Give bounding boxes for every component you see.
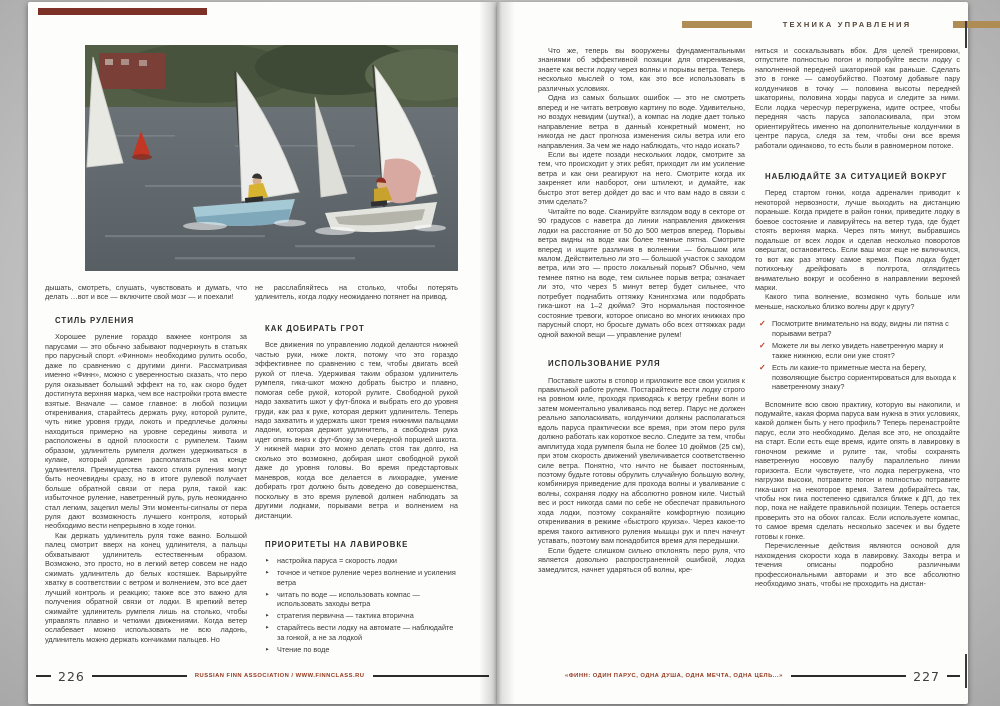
list-item (265, 645, 458, 654)
paragraph: Все движения по управлению лодкой делаются нижней частью руки, ниже локтя, потому что это гораздо эффективнее по сравнению с тем, чтобы двигать всей рукой от плеча. Удерживая таким образом удлинитель румпеля, гика-шкот можно добрать быстро и плавно, помогая себе рукой, которой рулите. Свободной рукой надо захватить шкот у фут-блока и выбрать его до уровня груди, как раз к руке, которая держит удлинитель. Теперь надо захватить и удержать шкот тремя нижними пальцами ладони, которая держит удлинитель, а свободная рука идет опять вниз к фут-блоку за очередной порцией шкота. У нижней марки это можно делать стоя так долго, на сколько это возможно, добирая шкот свободной рукой даже до уровня головы. Во время предстартовых маневров, когда все делается в лихорадке, умение добирать грот должно быть доведено до совершенства, поскольку в это время рулевой должен наблюдать за другими лодками, порывами ветра и волнением на дистанции. (255, 340, 458, 520)
paragraph: Какого типа волнение, возможно чуть больше или меньше, насколько близко волны друг к другу? (755, 292, 960, 311)
chapter-title: ТЕХНИКА УПРАВЛЕНИЯ (782, 20, 912, 29)
list-item-label: читать по воде — использовать компас — использовать заходы ветра (277, 589, 420, 609)
paragraph: Поставьте шкоты в стопор и приложите все свои усилия к правильной работе рулем. Постарайтесь вести лодку строго на ровном киле, проходя приводясь к ветру гребни волн и затем моментально уваливаясь под ветер. Парус не должен реально заполаскивать, колдунчики должны располагаться вдоль паруса практически все время, при этом перо руля должно работать как короткое весло. Следите за тем, чтобы амплитуда хода румпеля была не более 10 дюймов (25 см), при этом скорость движений увеличивается соответственно силе ветра. Понятно, что ничто не бывает постоянным, поэтому будьте готовы обрулить случайную большую волну, комбинируя приведение для прохода волны и уваливание с волны, сохраняя лодку на абсолютно ровном киле. Чистый вес и рост никогда сами по себе не обеспечат правильного хода лодки, поэтому сохраняйте комфортную позицию откренивания в режиме «быстрого круиза». Через какое-то время такого активного руления мышцы рук и плеч начнут уставать, поэтому вам понадобится время для передышки. (538, 375, 745, 546)
page-number-right: 227 (913, 668, 940, 684)
gold-accent-bar (682, 21, 752, 28)
right-page-footer (505, 668, 960, 684)
section-heading-mainsheet: КАК ДОБИРАТЬ ГРОТ (265, 323, 365, 333)
page-number-left: 226 (58, 668, 85, 684)
left-column-1 (45, 283, 247, 671)
footer-text-right: «ФИНН: ОДИН ПАРУС, ОДНА ДУША, ОДНА МЕЧТА, ОДНА ЦЕЛЬ...» (565, 673, 783, 679)
section-heading-watch-around: НАБЛЮДАЙТЕ ЗА СИТУАЦИЕЙ ВОКРУГ (765, 171, 948, 181)
section-heading-steering-style: СТИЛЬ РУЛЕНИЯ (55, 315, 135, 325)
checklist-item-label: Посмотрите внимательно на воду, видны ли пятна с порывами ветра? (772, 319, 949, 338)
section-heading-rudder-use: ИСПОЛЬЗОВАНИЕ РУЛЯ (548, 359, 661, 369)
arrow-bullet-icon: ‣ (265, 556, 270, 566)
paragraph: ниться и соскальзывать вбок. Для целей тренировки, отпустите полностью погон и попробуйте вести лодку с наполненной передней шкаториной как раньше. Сделать это в гонке — самоубийство. Поэтому добавьте пару колдунчиков в точку — половина высоты передней шкаторины, половина хорды паруса и следите за ними. Если лодка чересчур перегружена, идите острее, чтобы передняя часть паруса заполаскивала, при этом ориентируйтесь именно на дополнительные колдунчики в центре паруса, следя за тем, чтобы они все время работали одинаково, то есть были в равномерном потоке. (755, 46, 960, 150)
paragraph: Перечисленные действия являются основой для нахождения скорости хода в лавировку. Заходы ветра и течения описаны подробно различными профессиональными авторами и это все абсолютно необходимо знать, чтобы не проходить на дистан- (755, 541, 960, 589)
arrow-bullet-icon: ‣ (265, 623, 270, 633)
list-item (265, 556, 458, 565)
left-page-footer (36, 668, 489, 684)
paragraph: Читайте по воде. Сканируйте взглядом воду в секторе от 90 градусов с наветра до линии направления движения лодки на расстояние от 50 до 500 метров вперед. Порывы ветра видны на воде как более темные пятна. Смотрите вперед и ищите различия в волнении — большом или малом. Действительно ли это — большой участок с заходом ветра, или это — просто локальный порыв? Обычно, чем темнее пятно на воде, тем сильнее порыв ветра; означает ли это, что через 5 минут ветер будет сильнее, что потребует поднабить оттяжку Кэнингхэма или подобрать гика-шкот на 1–2 дюйма? Это нормальная постоянное состояние тревоги, которое описано во многих книжках про парусный спорт, но бросьте думать обо всех оттяжках ради одной важной вещи — управление рулем! (538, 206, 745, 339)
checklist-item-label: Можете ли вы легко увидеть наветренную марку и также нижнюю, если они уже стоят? (772, 341, 944, 360)
list-item (265, 568, 458, 587)
arrow-bullet-icon: ‣ (265, 611, 270, 621)
paragraph: Если будете слишком сильно отклонять перо руля, что является довольно распространенной ошибкой, лодка замедлится, начнет ударяться об волны, кре- (538, 545, 745, 574)
left-page (28, 2, 497, 704)
list-item (265, 611, 458, 620)
footer-rule (36, 675, 51, 677)
corner-mark-top (965, 21, 967, 48)
footer-text-left: RUSSIAN FINN ASSOCIATION / WWW.FINNCLASS.RU (194, 673, 365, 679)
sailing-photo-graphic (85, 45, 458, 271)
gold-accent-bar-edge (953, 21, 1000, 28)
footer-rule (92, 675, 187, 677)
list-item-label: старайтесь вести лодку на автомате — наблюдайте за гонкой, а не за лодкой (277, 623, 454, 642)
left-column-2 (255, 283, 458, 671)
paragraph: не расслабляйтесь на столько, чтобы потерять удлинитель, когда лодку неожиданно потянет на привод. (255, 283, 458, 302)
list-item-label: стратегия первична — тактика вторична (277, 611, 414, 621)
corner-mark-bottom (965, 654, 967, 688)
checkmark-icon: ✓ (759, 363, 766, 373)
pre-start-checklist (755, 319, 960, 391)
footer-rule (791, 675, 906, 677)
list-item-label: настройка паруса = скорость лодки (277, 556, 397, 566)
checkmark-icon: ✓ (759, 319, 766, 329)
section-heading-priorities: ПРИОРИТЕТЫ НА ЛАВИРОВКЕ (265, 539, 409, 549)
checklist-item (759, 363, 960, 391)
arrow-bullet-icon: ‣ (265, 589, 270, 599)
right-column-1 (538, 46, 745, 670)
footer-rule (373, 675, 490, 677)
right-column-2 (755, 46, 960, 670)
arrow-bullet-icon: ‣ (265, 644, 270, 654)
paragraph: дышать, смотреть, слушать, чувствовать и думать, что делать …вот и все — включите свой мозг — и поехали! (45, 283, 247, 302)
list-item (265, 590, 458, 609)
list-item (265, 623, 458, 642)
paragraph: Перед стартом гонки, когда адреналин приводит к некоторой нервозности, лучше выходить на дистанцию пораньше. Когда придете в район гонки, приведите лодку в боевое состояние и лавируйтесь на ветер туда, где будет стоять верхняя марка. Через пять минут, выбравшись подальше от всех лодок и сделав несколько поворотов оверштаг, остановитесь. Если ваш мозг еще не включился, то вот как раз этому самое время. Пока лодка будет потихоньку дрейфовать в полгрота, оглядитесь внимательно вокруг и особенно в направлении верхней марки. (755, 188, 960, 292)
paragraph: Одна из самых больших ошибок — это не смотреть вперед и не читать ветровую картину по воде. Удивительно, но воздух невидим (шутка!), а компас на лодке дает только направление ветра в данный конкретный момент, но никогда не даст прогноза изменения силы ветра или его направления. За чем же надо наблюдать, что надо искать? (538, 93, 745, 150)
checklist-item-label: Есть ли какие-то приметные места на берегу, позволяющие быстро сориентироваться для выхода к наветренному знаку? (772, 363, 956, 392)
paragraph: Что же, теперь вы вооружены фундаментальными знаниями об эффективной позиции для откренивания, знаете как вести лодку через волны и порывы ветра. Теперь несколько мыслей о том, как это все использовать в различных условиях. (538, 46, 745, 93)
sailing-photo (85, 45, 458, 271)
list-item-label: Чтение по воде (277, 644, 330, 654)
paragraph: Как держать удлинитель руля тоже важно. Большой палец смотрит вверх на конец удлинителя, а пальцы обхватывают удлинитель естественным образом. Возможно, это просто, но в легкий ветер совсем не надо сжимать удлинитель до белых костяшек. Варьируйте хватку в соответствии с ветром и волнением, это все дает лучший контроль и реакцию; также все это важно для получения обратной связи от лодки. В крепкий ветер сжимайте удлинитель румпеля лишь на столько, чтобы управлять плавно и четкими движениями. Когда ветер ослабевает можно использовать не всю ладонь, удлинитель можно держать кончиками пальцев. Но (45, 530, 247, 644)
running-head (497, 21, 968, 31)
list-item-label: точное и четкое руление через волнение и усиления ветра (277, 568, 456, 587)
arrow-bullet-icon: ‣ (265, 568, 270, 578)
paragraph: Вспомните всю свою практику, которую вы накопили, и подумайте, какая форма паруса вам нужна в этих условиях, какой должен быть у него профиль? Теперь перенастройте парус, если это необходимо. Делая все это, не опоздайте на старт. Если есть еще время, идите опять в лавировку в гоночном режиме и рулите так, чтобы сохранять наветренную носовую палубу параллельно линии горизонта. Если чувствуете, что лодка перегружена, что нагрузки высоки, потравите погон и полностью потравите гика-шкот на некоторое время. Затем добирайтесь так, чтобы нок гика постепенно сдвигался ближе к ДП, до тех пор, пока не найдете правильной позиции. Теперь остается проверить это на обоих галсах. Если используете компас, то самое время сделать несколько засечек и вы будете готовы к гонке. (755, 399, 960, 541)
right-page (497, 2, 968, 704)
paragraph: Если вы идете позади нескольких лодок, смотрите за тем, что происходит у этих ребят, приходит ли им усиление ветра и как они реагируют на него. Смотрите когда их закреняет или наоборот, они штилеют, и думайте, как быстро этот ветер дойдет до вас и что вам надо в связи с этим сделать? (538, 149, 745, 207)
paragraph: Хорошее руление гораздо важнее контроля за парусами — это обычно забывают подчеркнуть в статьях про парусный спорт. «Финном» необходимо рулить особо, даже по сравнению с другими динги. Рассматривая именно «Финн», можно с уверенностью сказать, что перо руля оказывает больший эффект на то, как скоро будет достигнута верхняя марка, чем все настройки грота вместе взятые. Вначале — самое главное: в любой позиции откренивания, старайтесь держать руку, которой рулите, чуть ниже уровня груди, локоть и предплечье должны находиться примерно на уровне середины живота и расположены в одной плоскости с румпелем. Таким образом, удлинитель румпеля должен удерживаться в кулаке, который должен располагаться на конце удлинителя. Преимущества такого стиля руления могут быть неочевидны сразу, но в итоге рулевой получает больше обратной связи от пера руля, такой как: избыточное руление, наветренный руль, руль неожиданно стал легким, зацепил мель! Эти моменты-сигналы от пера руля дают возможность лучшего контроля, который необходимо вести непрерывно в ходе гонки. (45, 332, 247, 531)
priorities-list (255, 556, 458, 654)
checklist-item (759, 319, 960, 338)
checklist-item (759, 341, 960, 360)
red-accent-bar (38, 8, 207, 15)
footer-rule (947, 675, 960, 677)
checkmark-icon: ✓ (759, 341, 766, 351)
